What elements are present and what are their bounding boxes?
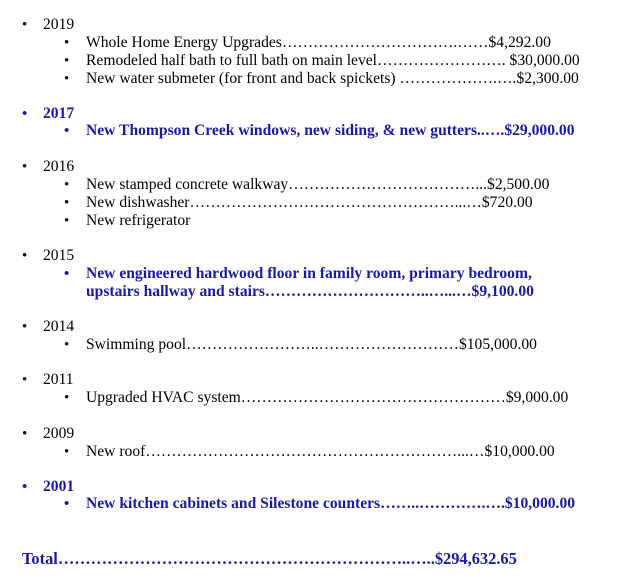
year-label: 2019 <box>43 16 75 33</box>
bullet-icon: • <box>22 17 28 33</box>
list-item <box>0 194 639 212</box>
bullet-icon: • <box>22 479 28 495</box>
item-text: Remodeled half bath to full bath on main level……………………. $30,000.00 <box>86 52 580 69</box>
bullet-icon: • <box>64 53 70 69</box>
item-text: New stamped concrete walkway………………………………...$2,500.00 <box>86 176 550 193</box>
bullet-icon: • <box>22 248 28 264</box>
bullet-icon: • <box>64 177 70 193</box>
list-item <box>0 389 639 407</box>
bullet-icon: • <box>22 372 28 388</box>
list-item <box>0 52 639 70</box>
bullet-icon: • <box>64 390 70 406</box>
item-text: Whole Home Energy Upgrades…………………………….……$4,292.00 <box>86 34 551 51</box>
bullet-icon: • <box>64 266 70 282</box>
item-text: Swimming pool……………………..………………………$105,000.00 <box>86 336 537 353</box>
list-item <box>0 122 639 140</box>
list-item <box>0 176 639 194</box>
item-text: New Thompson Creek windows, new siding, & new gutters..….$29,000.00 <box>86 122 575 139</box>
bullet-icon: • <box>64 496 70 512</box>
list-item <box>0 443 639 461</box>
bullet-icon: • <box>64 213 70 229</box>
year-label: 2015 <box>43 247 75 264</box>
item-text: New roof……………………………………………………...…$10,000.00 <box>86 443 555 460</box>
item-text: upstairs hallway and stairs…………………………..…...…$9,100.00 <box>86 283 534 300</box>
bullet-icon: • <box>22 159 28 175</box>
list-item <box>0 336 639 354</box>
item-text: New refrigerator <box>86 212 191 229</box>
bullet-icon: • <box>64 123 70 139</box>
item-text: Upgraded HVAC system……………………………………………$9,000.00 <box>86 389 569 406</box>
list-item <box>0 495 639 513</box>
bullet-icon: • <box>64 35 70 51</box>
list-item <box>0 34 639 52</box>
item-text: New water submeter (for front and back spickets) ……………….….$2,300.00 <box>86 70 579 87</box>
year-label: 2011 <box>43 371 74 388</box>
bullet-icon: • <box>64 71 70 87</box>
item-text: New kitchen cabinets and Silestone counters……..………….….$10,000.00 <box>86 495 576 512</box>
item-text: New engineered hardwood floor in family room, primary bedroom, <box>86 265 532 282</box>
list-item <box>0 265 639 283</box>
bullet-icon: • <box>64 195 70 211</box>
list-item-continuation <box>0 283 639 301</box>
year-label: 2016 <box>43 158 75 175</box>
grand-total: Total………………………………………………………..…..$294,632.65 <box>22 549 517 568</box>
bullet-icon: • <box>64 444 70 460</box>
bullet-icon: • <box>22 319 28 335</box>
list-item <box>0 70 639 88</box>
year-label: 2009 <box>43 425 75 442</box>
bullet-icon: • <box>22 106 28 122</box>
year-label: 2017 <box>43 105 75 122</box>
item-text: New dishwasher……………………………………………...…$720.00 <box>86 194 533 211</box>
list-item <box>0 212 639 230</box>
year-label: 2014 <box>43 318 75 335</box>
year-label: 2001 <box>43 478 75 495</box>
bullet-icon: • <box>64 337 70 353</box>
bullet-icon: • <box>22 426 28 442</box>
